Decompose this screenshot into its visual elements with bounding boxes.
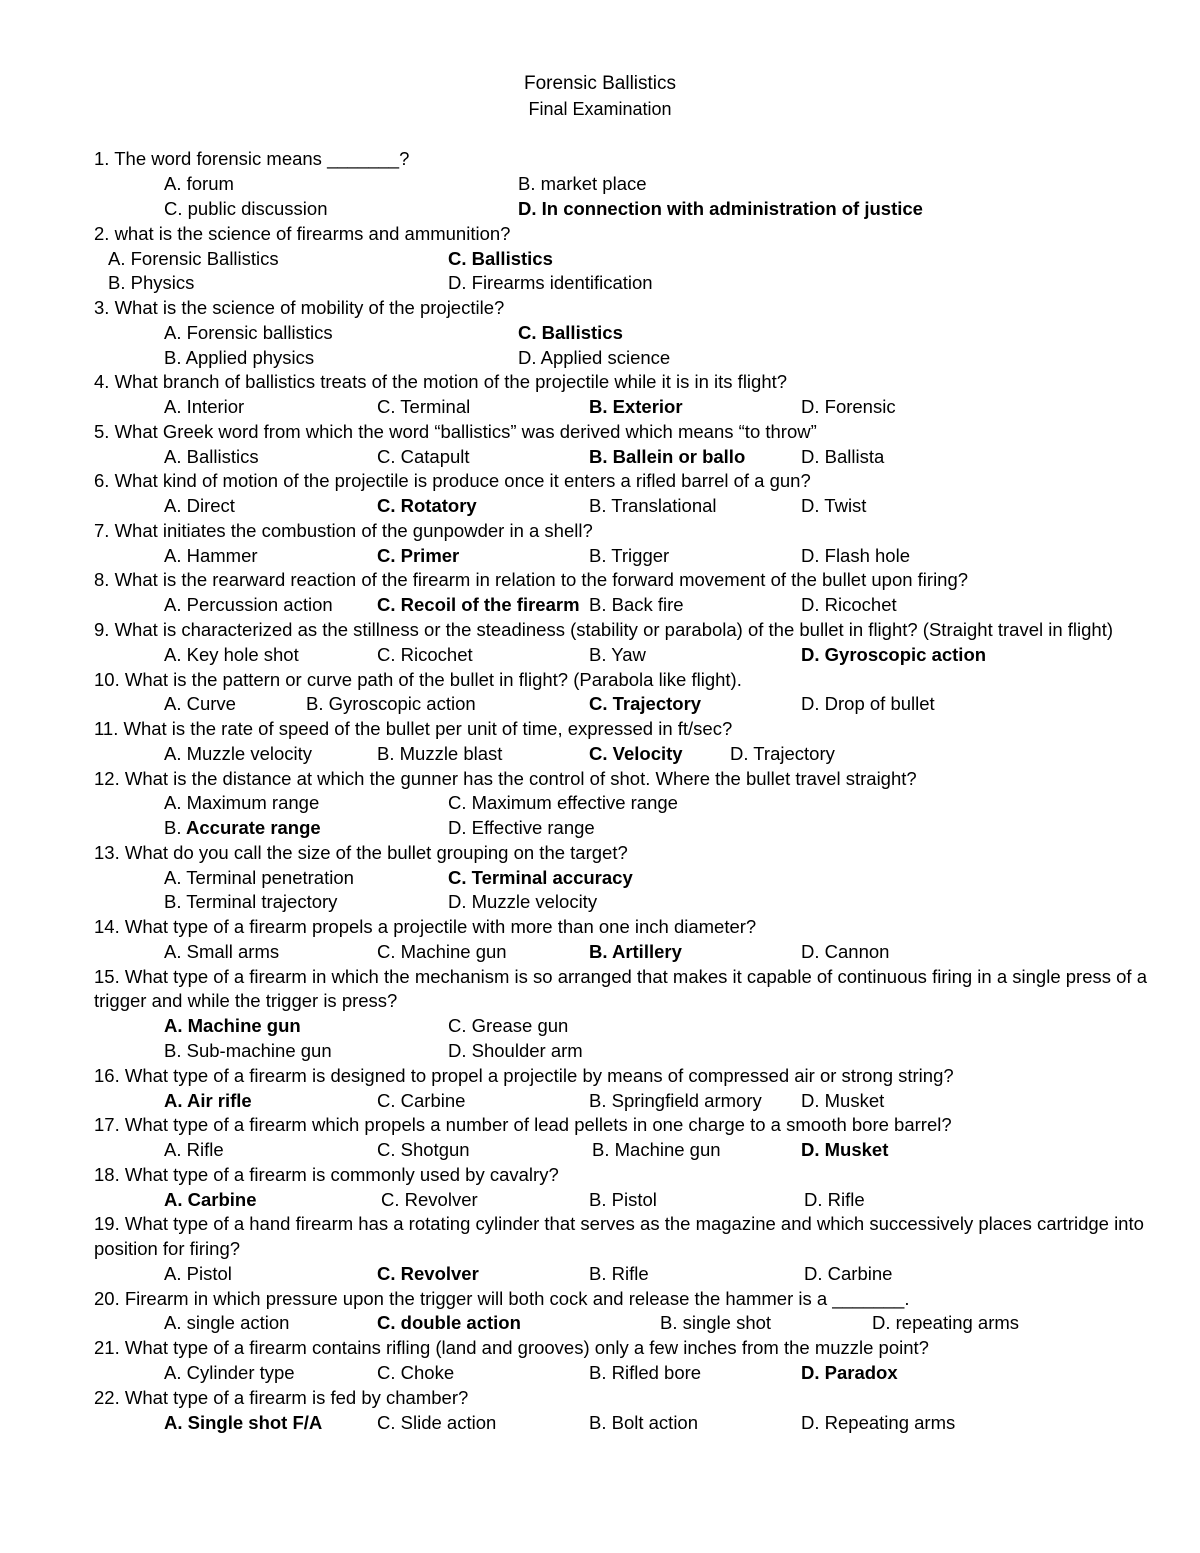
question-19: 19. What type of a hand firearm has a rotating cylinder that serves as the magazine and which successively places cartridge into bbox=[94, 1213, 1144, 1234]
answer-option: B. Ballein or ballo bbox=[589, 446, 746, 467]
option: D. Twist bbox=[801, 495, 867, 516]
page-subtitle: Final Examination bbox=[528, 99, 672, 119]
question-8: 8. What is the rearward reaction of the firearm in relation to the forward movement of the bullet upon firing? bbox=[94, 569, 969, 590]
option: C. Terminal bbox=[377, 396, 471, 417]
option: A. Terminal penetration bbox=[164, 867, 354, 888]
option: B. Pistol bbox=[589, 1189, 657, 1210]
option: D. Drop of bullet bbox=[801, 693, 935, 714]
option: D. Shoulder arm bbox=[448, 1040, 583, 1061]
question-5: 5. What Greek word from which the word “ballistics” was derived which means “to throw” bbox=[94, 421, 817, 442]
question-3: 3. What is the science of mobility of the projectile? bbox=[94, 297, 505, 318]
question-12: 12. What is the distance at which the gunner has the control of shot. Where the bullet travel straight? bbox=[94, 768, 917, 789]
option: B. market place bbox=[518, 173, 647, 194]
question-14: 14. What type of a firearm propels a projectile with more than one inch diameter? bbox=[94, 916, 757, 937]
option: D. Forensic bbox=[801, 396, 896, 417]
question-11: 11. What is the rate of speed of the bullet per unit of time, expressed in ft/sec? bbox=[94, 718, 733, 739]
answer-option: Accurate range bbox=[186, 817, 321, 838]
option: A. Ballistics bbox=[164, 446, 259, 467]
option: C. Maximum effective range bbox=[448, 792, 678, 813]
option: B. Muzzle blast bbox=[377, 743, 503, 764]
question-22: 22. What type of a firearm is fed by chamber? bbox=[94, 1387, 469, 1408]
question-16: 16. What type of a firearm is designed to propel a projectile by means of compressed air or strong string? bbox=[94, 1065, 954, 1086]
option: A. Cylinder type bbox=[164, 1362, 295, 1383]
question-13: 13. What do you call the size of the bullet grouping on the target? bbox=[94, 842, 628, 863]
option: B. Machine gun bbox=[592, 1139, 721, 1160]
question-19-continued: position for firing? bbox=[94, 1238, 241, 1259]
option: A. Forensic Ballistics bbox=[108, 248, 279, 269]
question-17: 17. What type of a firearm which propels a number of lead pellets in one charge to a smooth bore barrel? bbox=[94, 1114, 952, 1135]
option: B. Sub-machine gun bbox=[164, 1040, 332, 1061]
question-4: 4. What branch of ballistics treats of the motion of the projectile while it is in its flight? bbox=[94, 371, 788, 392]
answer-option: C. Terminal accuracy bbox=[448, 867, 633, 888]
question-9: 9. What is characterized as the stillness or the steadiness (stability or parabola) of the bullet in flight? (Straight travel in flight) bbox=[94, 619, 1114, 640]
option: C. Revolver bbox=[381, 1189, 478, 1210]
option: A. Small arms bbox=[164, 941, 280, 962]
question-15: 15. What type of a firearm in which the mechanism is so arranged that makes it capable of continuous firing in a single press of a bbox=[94, 966, 1147, 987]
answer-option: C. Recoil of the firearm bbox=[377, 594, 580, 615]
option: A. Maximum range bbox=[164, 792, 320, 813]
question-2: 2. what is the science of firearms and ammunition? bbox=[94, 223, 511, 244]
option: B. Bolt action bbox=[589, 1412, 699, 1433]
answer-option: D. Musket bbox=[801, 1139, 889, 1160]
option: C. Choke bbox=[377, 1362, 455, 1383]
option: D. Trajectory bbox=[730, 743, 835, 764]
option: A. Curve bbox=[164, 693, 236, 714]
option: D. Repeating arms bbox=[801, 1412, 956, 1433]
option: D. Ricochet bbox=[801, 594, 897, 615]
option: C. Ricochet bbox=[377, 644, 473, 665]
option: C. Slide action bbox=[377, 1412, 497, 1433]
answer-option: C. Ballistics bbox=[518, 322, 623, 343]
option: B. Translational bbox=[589, 495, 717, 516]
option: D. Applied science bbox=[518, 347, 671, 368]
option: A. Muzzle velocity bbox=[164, 743, 313, 764]
question-10: 10. What is the pattern or curve path of the bullet in flight? (Parabola like flight). bbox=[94, 669, 742, 690]
answer-option: B. Exterior bbox=[589, 396, 683, 417]
option: B. single shot bbox=[660, 1312, 772, 1333]
question-18: 18. What type of a firearm is commonly used by cavalry? bbox=[94, 1164, 559, 1185]
option: B. Rifle bbox=[589, 1263, 649, 1284]
option: A. forum bbox=[164, 173, 234, 194]
option: C. Machine gun bbox=[377, 941, 507, 962]
option: B. Trigger bbox=[589, 545, 670, 566]
option: D. Flash hole bbox=[801, 545, 910, 566]
answer-option: C. Trajectory bbox=[589, 693, 702, 714]
answer-option: D. Paradox bbox=[801, 1362, 898, 1383]
answer-option: A. Air rifle bbox=[164, 1090, 252, 1111]
option-letter: B. bbox=[164, 817, 182, 838]
option: D. Cannon bbox=[801, 941, 890, 962]
option: D. Ballista bbox=[801, 446, 885, 467]
option: D. repeating arms bbox=[872, 1312, 1020, 1333]
option: D. Firearms identification bbox=[448, 272, 653, 293]
answer-option: C. Ballistics bbox=[448, 248, 553, 269]
option: A. Direct bbox=[164, 495, 235, 516]
answer-option: C. Primer bbox=[377, 545, 460, 566]
question-6: 6. What kind of motion of the projectile is produce once it enters a rifled barrel of a gun? bbox=[94, 470, 811, 491]
question-20: 20. Firearm in which pressure upon the trigger will both cock and release the hammer is a _______. bbox=[94, 1288, 910, 1309]
option: D. Rifle bbox=[804, 1189, 865, 1210]
option: C. public discussion bbox=[164, 198, 328, 219]
option: A. Pistol bbox=[164, 1263, 232, 1284]
option: C. Grease gun bbox=[448, 1015, 569, 1036]
answer-option: C. Velocity bbox=[589, 743, 683, 764]
option: B. Applied physics bbox=[164, 347, 315, 368]
answer-option: B. Artillery bbox=[589, 941, 682, 962]
option: D. Carbine bbox=[804, 1263, 893, 1284]
option: B. Springfield armory bbox=[589, 1090, 762, 1111]
option: D. Musket bbox=[801, 1090, 885, 1111]
option: C. Catapult bbox=[377, 446, 470, 467]
answer-option: A. Single shot F/A bbox=[164, 1412, 323, 1433]
option: B. Back fire bbox=[589, 594, 684, 615]
option: A. Hammer bbox=[164, 545, 258, 566]
answer-option: D. Gyroscopic action bbox=[801, 644, 987, 665]
option: D. Muzzle velocity bbox=[448, 891, 598, 912]
answer-option: C. double action bbox=[377, 1312, 521, 1333]
answer-option: A. Machine gun bbox=[164, 1015, 301, 1036]
option: B. Physics bbox=[108, 272, 195, 293]
option: B. Yaw bbox=[589, 644, 646, 665]
option: B. Gyroscopic action bbox=[306, 693, 476, 714]
option: A. Forensic ballistics bbox=[164, 322, 333, 343]
option: C. Shotgun bbox=[377, 1139, 470, 1160]
answer-option: D. In connection with administration of justice bbox=[518, 198, 923, 219]
answer-option: A. Carbine bbox=[164, 1189, 257, 1210]
page-title: Forensic Ballistics bbox=[523, 73, 677, 94]
question-15-continued: trigger and while the trigger is press? bbox=[94, 990, 398, 1011]
option: C. Carbine bbox=[377, 1090, 466, 1111]
answer-option: C. Rotatory bbox=[377, 495, 477, 516]
question-7: 7. What initiates the combustion of the gunpowder in a shell? bbox=[94, 520, 593, 541]
option: D. Effective range bbox=[448, 817, 595, 838]
option: A. Percussion action bbox=[164, 594, 333, 615]
option: B. Rifled bore bbox=[589, 1362, 702, 1383]
option: A. single action bbox=[164, 1312, 290, 1333]
option: A. Interior bbox=[164, 396, 245, 417]
answer-option: C. Revolver bbox=[377, 1263, 479, 1284]
option: A. Key hole shot bbox=[164, 644, 299, 665]
option: B. Terminal trajectory bbox=[164, 891, 338, 912]
question-21: 21. What type of a firearm contains rifling (land and grooves) only a few inches from the muzzle point? bbox=[94, 1337, 929, 1358]
option: A. Rifle bbox=[164, 1139, 224, 1160]
question-1: 1. The word forensic means _______? bbox=[94, 148, 410, 169]
